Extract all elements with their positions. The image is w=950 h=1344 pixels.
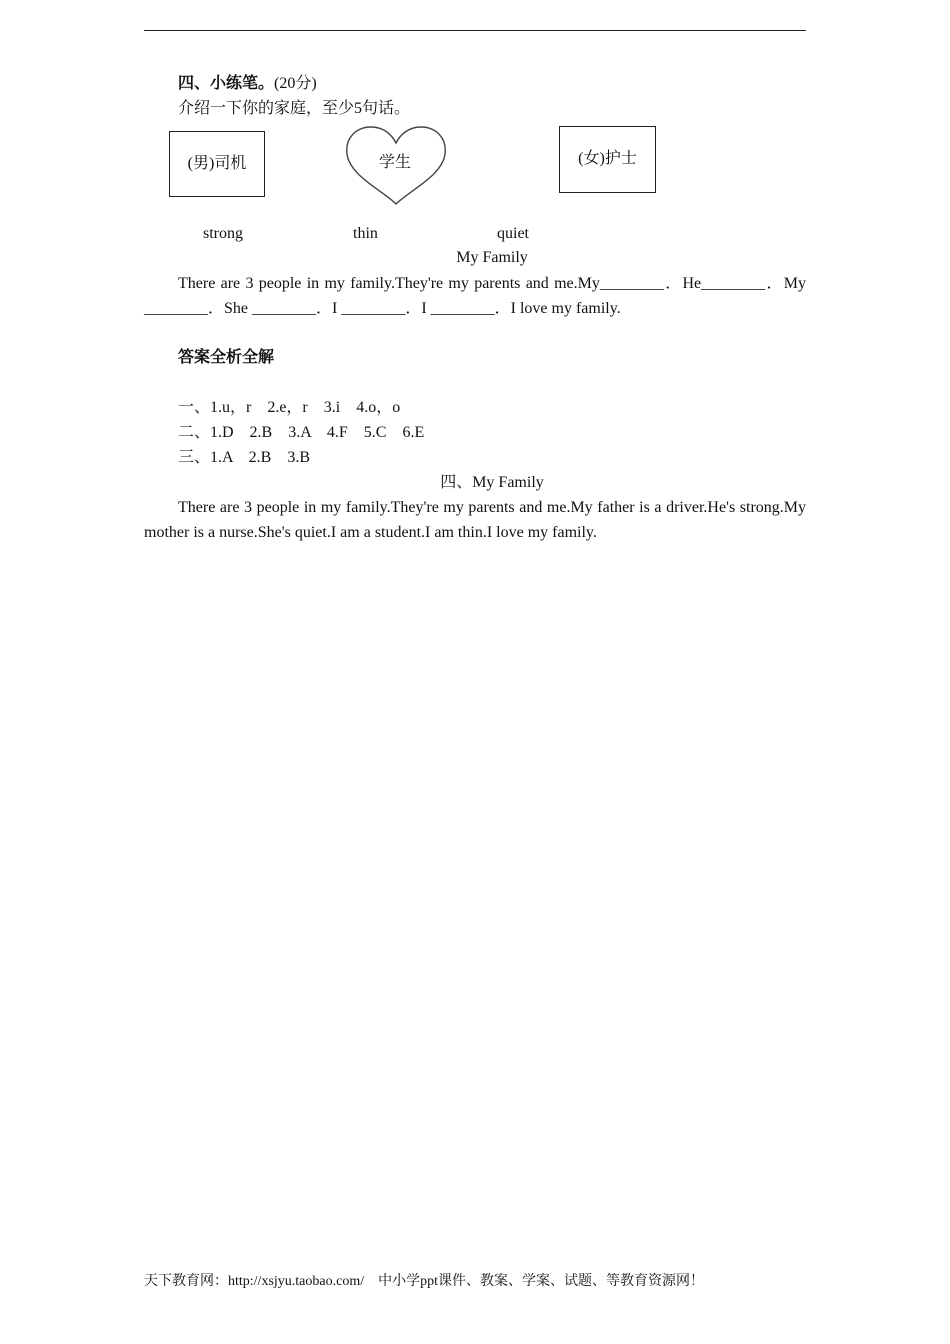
header-rule — [144, 30, 806, 31]
answers-part-3: 三、1.A 2.B 3.B — [178, 449, 311, 466]
essay-fill-in-text: There are 3 people in my family.They're my parents and me.My________．He________．My ________．She ________．I ________．I ________．I love my family. — [144, 275, 806, 317]
section-4-title: 四、小练笔。(20分) — [178, 75, 317, 92]
answers-heading: 答案全析全解 — [178, 349, 275, 366]
answers-part-4-text: There are 3 people in my family.They're my parents and me.My father is a driver.He's strong.My mother is a nurse.She's quiet.I am a student.I am thin.I love my family. — [144, 499, 806, 541]
word-thin: thin — [353, 225, 378, 242]
answers-part-2: 二、1.D 2.B 3.A 4.F 5.C 6.E — [178, 424, 425, 441]
answers-part-4-title: 四、My Family — [440, 474, 544, 491]
footer-text: 天下教育网：http://xsjyu.taobao.com/ 中小学ppt课件、教案、学案、试题、等教育资源网！ — [144, 1274, 704, 1289]
father-driver-label: (男)司机 — [187, 155, 247, 172]
answers-part-1: 一、1.u，r 2.e，r 3.i 4.o，o — [178, 399, 401, 416]
word-strong: strong — [203, 225, 243, 242]
essay-title: My Family — [456, 249, 528, 266]
mother-nurse-box — [559, 126, 656, 193]
father-driver-box — [169, 131, 265, 197]
section-4-instruction: 介绍一下你的家庭，至少5句话。 — [178, 100, 411, 117]
word-quiet: quiet — [497, 225, 529, 242]
mother-nurse-label: (女)护士 — [578, 150, 637, 167]
student-label: 学生 — [378, 154, 411, 171]
